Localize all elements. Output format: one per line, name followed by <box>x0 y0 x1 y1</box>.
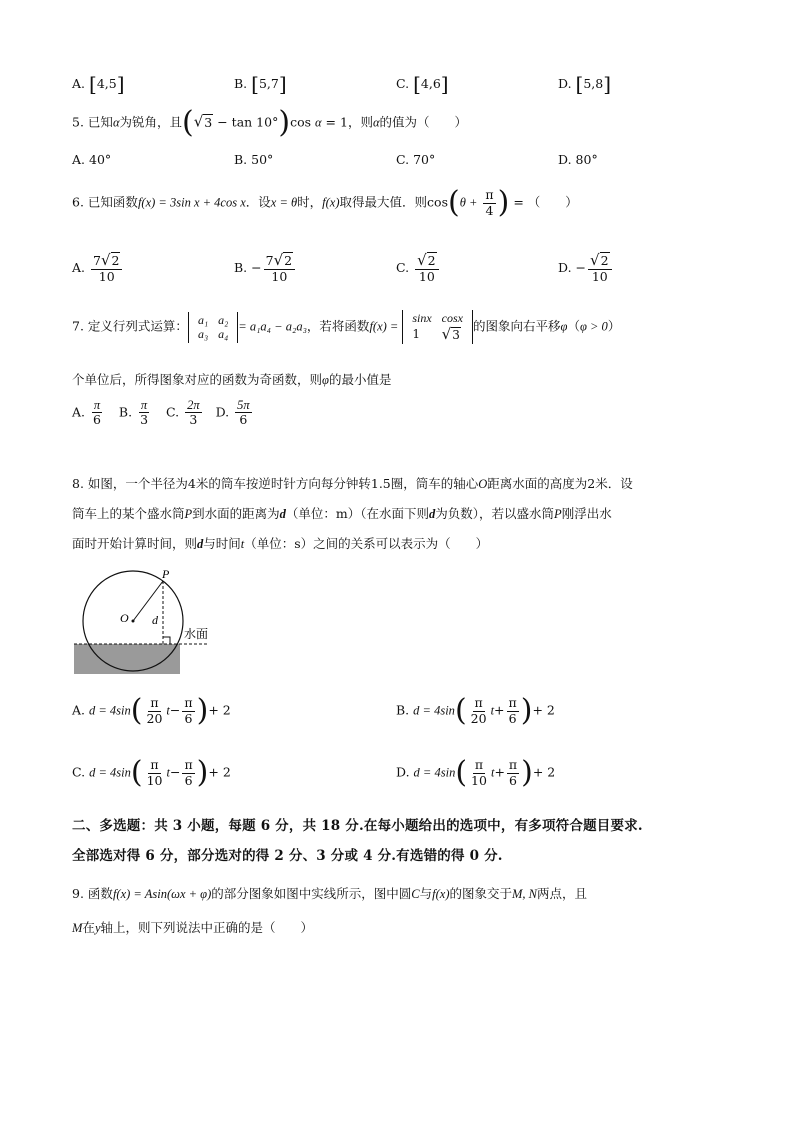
question-7: 7. 定义行列式运算： a₁ a₂ a₃ a₄ = a₁a₄ − a₂a₃，若将函数f(x) = sinx cosx 1 √3 的图象向右平移φ（φ > 0） <box>72 311 621 344</box>
radius-line <box>133 581 163 621</box>
q5-option-c: C. 70° <box>396 152 436 167</box>
question-7-line2: 个单位后，所得图象对应的函数为奇函数，则φ的最小值是 <box>72 372 392 387</box>
center-point <box>132 620 135 623</box>
determinant-abstract: a₁ a₂ a₃ a₄ <box>188 312 238 343</box>
question-8-line2: 筒车上的某个盛水筒P到水面的距离为d（单位：m）（在水面下则d为负数），若以盛水筒P刚浮出水 <box>72 506 612 521</box>
q4-option-d: D. [5,8] <box>558 72 612 96</box>
q4-option-b: B. [5,7] <box>234 72 287 96</box>
q5-option-d: D. 80° <box>558 152 598 167</box>
q6-option-b: B. − $\frac{7√2}{10}$ <box>234 252 297 285</box>
label-o: O <box>120 611 129 625</box>
q8-option-c: C. d = 4sin( $\frac{\pi}{10}$ t− $\frac{\pi}{6}$ )+ 2 <box>72 755 231 790</box>
question-9-line1: 9. 函数f(x) = Asin(ωx + φ)的部分图象如图中实线所示，图中圆C与f(x)的图象交于M, N两点，且 <box>72 886 588 901</box>
q5-option-b: B. 50° <box>234 152 274 167</box>
question-5: 5. 已知α为锐角，且(√3 − tan 10°)cos α = 1，则α的值为（ ） <box>72 105 468 140</box>
label-d: d <box>152 613 158 627</box>
label-p: P <box>162 567 170 581</box>
section-2-heading-line1: 二、多选题：共 3 小题，每题 6 分，共 18 分.在每小题给出的选项中，有多项符合题目要求. <box>72 818 643 834</box>
q8-option-d: D. d = 4sin( $\frac{\pi}{10}$ t+ $\frac{\pi}{6}$ )+ 2 <box>396 755 556 790</box>
section-2-heading-line2: 全部选对得 6 分，部分选对的得 2 分、3 分或 4 分.有选错的得 0 分. <box>72 848 503 864</box>
water-wheel-figure <box>70 564 220 680</box>
question-8-line3: 面时开始计算时间，则d与时间t（单位：s）之间的关系可以表示为（ ） <box>72 536 489 551</box>
q8-option-a: A. d = 4sin( $\frac{\pi}{20}$ t− $\frac{\pi}{6}$ )+ 2 <box>72 693 231 728</box>
question-9-line2: M在y轴上，则下列说法中正确的是（ ） <box>72 920 314 935</box>
label-water: 水面 <box>184 627 209 641</box>
q6-option-c: C. $\frac{√2}{10}$ <box>396 252 441 285</box>
q4-option-a: A. [4,5] <box>72 72 125 96</box>
question-8-line1: 8. 如图，一个半径为4米的筒车按逆时针方向每分钟转1.5圈，筒车的轴心O距离水面的高度为2米．设 <box>72 476 633 491</box>
water-region <box>74 644 180 674</box>
q6-option-d: D. − $\frac{√2}{10}$ <box>558 252 614 285</box>
q6-pi-over-4: $\frac{\pi}{4}$ <box>485 187 494 218</box>
q8-option-b: B. d = 4sin( $\frac{\pi}{20}$ t+ $\frac{\pi}{6}$ )+ 2 <box>396 693 555 728</box>
q7-options: A. $\frac{\pi}{6}$ B. $\frac{\pi}{3}$ C. $\frac{2\pi}{3}$ D. $\frac{5\pi}{6}$ <box>72 398 250 428</box>
q6-option-a: A. $\frac{7√2}{10}$ <box>72 252 124 285</box>
determinant-function: sinx cosx 1 √3 <box>402 310 473 344</box>
question-6: 6. 已知函数f(x) = 3sin x + 4cos x．设x = θ时，f(x)取得最大值．则cos(θ + $\frac{\pi}{4}$ ) = （ ） <box>72 185 578 220</box>
right-angle-mark <box>163 637 170 644</box>
q4-option-c: C. [4,6] <box>396 72 449 96</box>
q5-option-a: A. 40° <box>72 152 112 167</box>
